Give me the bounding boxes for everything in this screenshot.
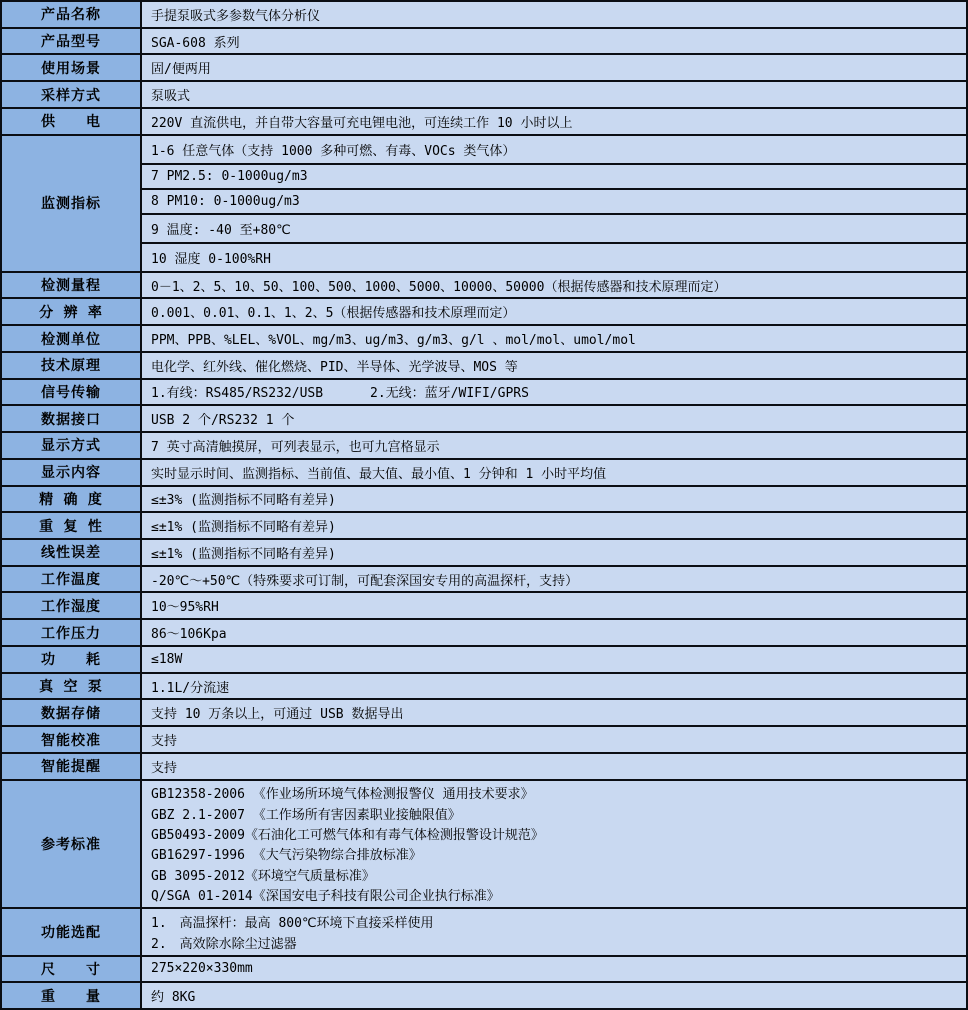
row-label: 使用场景	[2, 55, 142, 80]
row-value: ≤±1% (监测指标不同略有差异)	[142, 540, 966, 565]
table-row	[2, 460, 966, 487]
row-label: 参考标准	[2, 781, 142, 907]
row-label: 智能提醒	[2, 754, 142, 779]
row-label: 技术原理	[2, 353, 142, 378]
table-row	[2, 380, 966, 407]
value-line: GB16297-1996 《大气污染物综合排放标准》	[151, 848, 422, 864]
row-label: 显示内容	[2, 460, 142, 485]
table-row	[2, 674, 966, 701]
row-value: 实时显示时间、监测指标、当前值、最大值、最小值、1 分钟和 1 小时平均值	[142, 460, 966, 485]
table-row	[2, 433, 966, 460]
row-value: 手提泵吸式多参数气体分析仪	[142, 2, 966, 27]
row-value: 支持	[142, 754, 966, 779]
row-value: PPM、PPB、%LEL、%VOL、mg/m3、ug/m3、g/m3、g/l 、mol/mol、umol/mol	[142, 326, 966, 351]
table-row	[2, 353, 966, 380]
row-value: USB 2 个/RS232 1 个	[142, 406, 966, 431]
row-value: 1.1L/分流速	[142, 674, 966, 699]
table-row	[2, 82, 966, 109]
row-value: 支持 10 万条以上，可通过 USB 数据导出	[142, 700, 966, 725]
row-value-stack	[142, 136, 966, 271]
value-line: GB 3095-2012《环境空气质量标准》	[151, 868, 375, 884]
row-value: 固/便两用	[142, 55, 966, 80]
table-row	[2, 727, 966, 754]
row-value: 泵吸式	[142, 82, 966, 107]
table-row	[2, 567, 966, 594]
row-value: 0.001、0.01、0.1、1、2、5（根据传感器和技术原理而定）	[142, 299, 966, 324]
row-label: 智能校准	[2, 727, 142, 752]
row-label: 产品名称	[2, 2, 142, 27]
table-row	[2, 983, 966, 1008]
table-row	[2, 781, 966, 909]
row-label: 产品型号	[2, 29, 142, 54]
row-label: 检测量程	[2, 273, 142, 298]
row-label: 工作压力	[2, 620, 142, 645]
row-label: 供 电	[2, 109, 142, 134]
row-value: 220V 直流供电，并自带大容量可充电锂电池，可连续工作 10 小时以上	[142, 109, 966, 134]
row-value: 约 8KG	[142, 983, 966, 1008]
row-label: 重 量	[2, 983, 142, 1008]
subrow-value: 8 PM10: 0-1000ug/m3	[142, 190, 966, 215]
row-label: 线性误差	[2, 540, 142, 565]
table-row	[2, 700, 966, 727]
row-value: 275×220×330mm	[142, 957, 966, 982]
value-line: 2. 高效除水除尘过滤器	[151, 936, 297, 952]
table-row	[2, 909, 966, 957]
row-label: 数据存储	[2, 700, 142, 725]
subrow-value: 9 温度: -40 至+80℃	[142, 215, 966, 244]
row-value: 86～106Kpa	[142, 620, 966, 645]
value-line: Q/SGA 01-2014《深国安电子科技有限公司企业执行标准》	[151, 888, 500, 904]
row-value: 支持	[142, 727, 966, 752]
row-value-lines	[142, 909, 966, 955]
row-value: 电化学、红外线、催化燃烧、PID、半导体、光学波导、MOS 等	[142, 353, 966, 378]
table-row	[2, 487, 966, 514]
row-label: 真 空 泵	[2, 674, 142, 699]
row-value: ≤±3% (监测指标不同略有差异)	[142, 487, 966, 512]
row-value: 1.有线：RS485/RS232/USB 2.无线：蓝牙/WIFI/GPRS	[142, 380, 966, 405]
row-label: 监测指标	[2, 136, 142, 271]
row-label: 工作湿度	[2, 593, 142, 618]
table-row	[2, 29, 966, 56]
table-row	[2, 406, 966, 433]
row-label: 功 耗	[2, 647, 142, 672]
row-value: 7 英寸高清触摸屏，可列表显示，也可九宫格显示	[142, 433, 966, 458]
row-label: 工作温度	[2, 567, 142, 592]
value-line: GB12358-2006 《作业场所环境气体检测报警仪 通用技术要求》	[151, 787, 534, 803]
row-label: 采样方式	[2, 82, 142, 107]
table-row	[2, 326, 966, 353]
table-row	[2, 620, 966, 647]
table-row	[2, 109, 966, 136]
row-label: 分 辨 率	[2, 299, 142, 324]
row-value: ≤±1% (监测指标不同略有差异)	[142, 513, 966, 538]
row-value: SGA-608 系列	[142, 29, 966, 54]
row-value: 0－1、2、5、10、50、100、500、1000、5000、10000、50000（根据传感器和技术原理而定）	[142, 273, 966, 298]
subrow-value: 1-6 任意气体（支持 1000 多种可燃、有毒、VOCs 类气体）	[142, 136, 966, 165]
row-value: -20℃～+50℃（特殊要求可订制，可配套深国安专用的高温探杆，支持）	[142, 567, 966, 592]
row-label: 精 确 度	[2, 487, 142, 512]
table-row	[2, 2, 966, 29]
table-row	[2, 136, 966, 273]
table-row	[2, 299, 966, 326]
value-line: GBZ 2.1-2007 《工作场所有害因素职业接触限值》	[151, 807, 461, 823]
row-label: 显示方式	[2, 433, 142, 458]
value-line: GB50493-2009《石油化工可燃气体和有毒气体检测报警设计规范》	[151, 827, 544, 843]
row-label: 信号传输	[2, 380, 142, 405]
row-label: 重 复 性	[2, 513, 142, 538]
row-label: 数据接口	[2, 406, 142, 431]
table-row	[2, 540, 966, 567]
table-row	[2, 513, 966, 540]
table-row	[2, 55, 966, 82]
subrow-value: 7 PM2.5: 0-1000ug/m3	[142, 165, 966, 190]
table-row	[2, 593, 966, 620]
row-label: 检测单位	[2, 326, 142, 351]
table-row	[2, 754, 966, 781]
table-row	[2, 957, 966, 984]
row-label: 尺 寸	[2, 957, 142, 982]
row-value: 10～95%RH	[142, 593, 966, 618]
table-row	[2, 647, 966, 674]
row-value-lines	[142, 781, 966, 907]
table-row	[2, 273, 966, 300]
row-value: ≤18W	[142, 647, 966, 672]
value-line: 1. 高温探杆：最高 800℃环境下直接采样使用	[151, 915, 434, 931]
subrow-value: 10 湿度 0-100%RH	[151, 251, 271, 267]
row-label: 功能选配	[2, 909, 142, 955]
